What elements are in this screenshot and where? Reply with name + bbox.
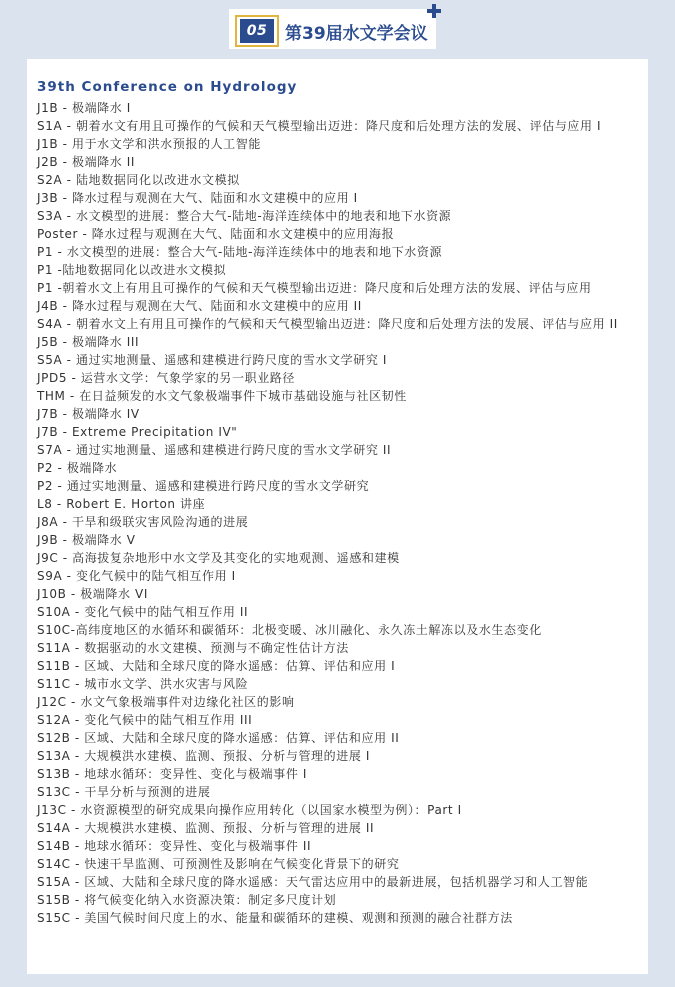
session-item: Poster - 降水过程与观测在大气、陆面和水文建模中的应用海报 (37, 227, 395, 241)
session-item: S2A - 陆地数据同化以改进水文模拟 (37, 173, 240, 187)
section-title: 第39届水文学会议 (285, 24, 428, 44)
section-number-badge (235, 15, 279, 47)
session-item: S15A - 区域、大陆和全球尺度的降水遥感：天气雷达应用中的最新进展，包括机器学习和人工智能 (37, 875, 589, 889)
session-item: P1 - 水文模型的进展：整合大气-陆地-海洋连续体中的地表和地下水资源 (37, 245, 443, 259)
session-item: J2B - 极端降水 II (37, 155, 136, 169)
session-item: J8A - 干旱和级联灾害风险沟通的进展 (37, 515, 249, 529)
session-item: S14C - 快速干旱监测、可预测性及影响在气候变化背景下的研究 (37, 857, 400, 871)
session-item: P2 - 通过实地测量、遥感和建模进行跨尺度的雪水文学研究 (37, 479, 370, 493)
session-item: J7B - Extreme Precipitation IV" (37, 425, 238, 439)
session-item: S15C - 美国气候时间尺度上的水、能量和碳循环的建模、观测和预测的融合社群方法 (37, 911, 513, 925)
session-item: P1 -朝着水文上有用且可操作的气候和天气模型输出迈进：降尺度和后处理方法的发展、评估与应用 (37, 281, 592, 295)
session-item: S5A - 通过实地测量、遥感和建模进行跨尺度的雪水文学研究 I (37, 353, 387, 367)
session-item: S10A - 变化气候中的陆气相互作用 II (37, 605, 249, 619)
session-item: S13C - 干旱分析与预测的进展 (37, 785, 211, 799)
session-item: L8 - Robert E. Horton 讲座 (37, 497, 206, 511)
session-item: J10B - 极端降水 VI (37, 587, 148, 601)
section-header (229, 9, 436, 49)
session-item: S15B - 将气候变化纳入水资源决策：制定多尺度计划 (37, 893, 337, 907)
session-item: S13A - 大规模洪水建模、监测、预报、分析与管理的进展 I (37, 749, 371, 763)
session-item: S10C-高纬度地区的水循环和碳循环：北极变暖、冰川融化、永久冻土解冻以及水生态变化 (37, 623, 542, 637)
session-item: S4A - 朝着水文上有用且可操作的气候和天气模型输出迈进：降尺度和后处理方法的发展、评估与应用 II (37, 317, 618, 331)
session-item: J13C - 水资源模型的研究成果向操作应用转化（以国家水模型为例）：Part I (37, 803, 462, 817)
session-item: S7A - 通过实地测量、遥感和建模进行跨尺度的雪水文学研究 II (37, 443, 392, 457)
session-item: J4B - 降水过程与观测在大气、陆面和水文建模中的应用 II (37, 299, 362, 313)
session-item: J5B - 极端降水 III (37, 335, 140, 349)
session-item: P1 -陆地数据同化以改进水文模拟 (37, 263, 227, 277)
session-item: JPD5 - 运营水文学：气象学家的另一职业路径 (37, 371, 296, 385)
session-item: J1B - 用于水文学和洪水预报的人工智能 (37, 137, 261, 151)
session-item: J9B - 极端降水 V (37, 533, 136, 547)
session-item: S11B - 区域、大陆和全球尺度的降水遥感：估算、评估和应用 I (37, 659, 396, 673)
session-item: J9C - 高海拔复杂地形中水文学及其变化的实地观测、遥感和建模 (37, 551, 400, 565)
session-item: J7B - 极端降水 IV (37, 407, 140, 421)
session-item: S11C - 城市水文学、洪水灾害与风险 (37, 677, 249, 691)
session-item: S9A - 变化气候中的陆气相互作用 I (37, 569, 236, 583)
session-item: S3A - 水文模型的进展：整合大气-陆地-海洋连续体中的地表和地下水资源 (37, 209, 452, 223)
session-item: J3B - 降水过程与观测在大气、陆面和水文建模中的应用 I (37, 191, 358, 205)
session-item: S1A - 朝着水文有用且可操作的气候和天气模型输出迈进：降尺度和后处理方法的发展、评估与应用 I (37, 119, 602, 133)
session-item: THM - 在日益频发的水文气象极端事件下城市基础设施与社区韧性 (37, 389, 407, 403)
session-item: S12B - 区域、大陆和全球尺度的降水遥感：估算、评估和应用 II (37, 731, 400, 745)
session-item: S14A - 大规模洪水建模、监测、预报、分析与管理的进展 II (37, 821, 375, 835)
session-item: J1B - 极端降水 I (37, 101, 131, 115)
session-item: S12A - 变化气候中的陆气相互作用 III (37, 713, 253, 727)
plus-icon (426, 3, 442, 19)
session-item: P2 - 极端降水 (37, 461, 118, 475)
section-number: 05 (240, 19, 274, 43)
content-card (27, 59, 648, 974)
conference-title: 39th Conference on Hydrology (37, 79, 298, 95)
session-list (37, 99, 638, 927)
session-item: S14B - 地球水循环：变异性、变化与极端事件 II (37, 839, 312, 853)
session-item: S11A - 数据驱动的水文建模、预测与不确定性估计方法 (37, 641, 349, 655)
session-item: S13B - 地球水循环：变异性、变化与极端事件 I (37, 767, 308, 781)
session-item: J12C - 水文气象极端事件对边缘化社区的影响 (37, 695, 295, 709)
